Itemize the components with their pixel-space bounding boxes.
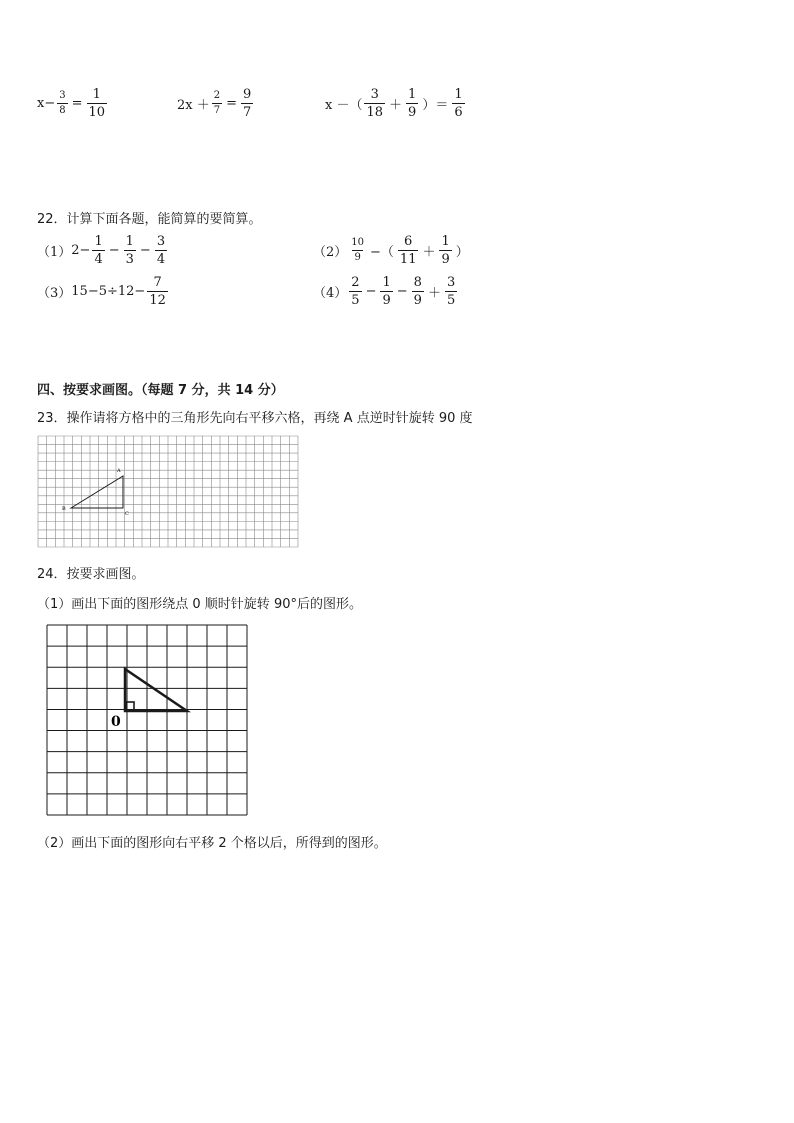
q23-grid-lines <box>38 436 298 547</box>
eq3-plus: ＋ <box>389 98 403 113</box>
q23-label-b: B <box>62 506 66 512</box>
q22-part-1 <box>37 235 169 266</box>
equation-3 <box>325 88 467 119</box>
q23-text: 23．操作请将方格中的三角形先向右平移六格，再绕 A 点逆时针旋转 90 度 <box>37 411 473 426</box>
eq1-equals: = <box>71 96 83 111</box>
q24-text: 24．按要求画图。 <box>37 567 145 582</box>
q24-part-2-text: （2）画出下面的图形向右平移 2 个格以后，所得到的图形。 <box>37 836 387 851</box>
section-4-heading: 四、按要求画图。（每题 7 分，共 14 分） <box>37 383 284 398</box>
eq3-close: ）＝ <box>422 98 449 113</box>
q24-grid-lines <box>47 625 247 815</box>
q22-p2-frac2: $\frac{6}{11}$ <box>399 234 417 267</box>
q22-p1-frac1: $\frac{1}{4}$ <box>94 234 103 267</box>
q24-label-0: 0 <box>111 714 121 730</box>
q22-p2-label: （2） <box>313 245 348 260</box>
q23-label-a: A <box>117 468 121 474</box>
q22-p2-plus: ＋ <box>422 245 436 260</box>
q22-p2-frac1: $\frac{10}{9}$ <box>351 237 365 263</box>
q22-p2-close: ） <box>455 245 469 260</box>
q22-p4-frac3: $\frac{8}{9}$ <box>413 275 422 308</box>
q22-p4-frac4: $\frac{3}{5}$ <box>446 275 456 308</box>
q22-p1-label: （1） <box>37 245 72 260</box>
q22-p3-frac1: $\frac{7}{12}$ <box>149 275 166 308</box>
q22-p2-mid: −（ <box>370 245 394 260</box>
q24-part-1-text: （1）画出下面的图形绕点 0 顺时针旋转 90°后的图形。 <box>37 597 362 612</box>
equation-1 <box>37 88 109 119</box>
eq1-frac2: $\frac{1}{10}$ <box>88 87 106 120</box>
q22-p1-frac3: $\frac{3}{4}$ <box>156 234 166 267</box>
q23-grid-figure[interactable] <box>37 435 299 548</box>
q22-p1-minus2: − <box>139 243 151 258</box>
q22-part-3 <box>37 276 170 307</box>
q22-p3-lead: 15−5÷12− <box>71 284 146 299</box>
q22-part-4 <box>313 276 459 307</box>
q22-p3-label: （3） <box>37 286 72 301</box>
q24-grid-figure[interactable] <box>44 622 250 818</box>
eq1-lead: x− <box>37 96 56 111</box>
q22-p1-lead: 2− <box>71 243 91 258</box>
eq2-equals: = <box>226 96 238 111</box>
q22-part-2 <box>313 235 471 266</box>
eq3-frac3: $\frac{1}{6}$ <box>454 87 463 120</box>
q22-p1-frac2: $\frac{1}{3}$ <box>125 234 134 267</box>
q22-p4-label: （4） <box>313 286 348 301</box>
eq3-frac2: $\frac{1}{9}$ <box>408 87 417 120</box>
eq2-frac2: $\frac{9}{7}$ <box>243 87 252 120</box>
eq2-frac1: $\frac{2}{7}$ <box>213 90 221 116</box>
q22-p4-plus: ＋ <box>427 286 441 301</box>
q22-title: 22．计算下面各题，能简算的要简算。 <box>37 212 262 227</box>
eq3-frac1: $\frac{3}{18}$ <box>366 87 384 120</box>
q23-triangle <box>71 476 123 508</box>
equation-2 <box>177 88 255 119</box>
q22-p1-minus1: − <box>108 243 120 258</box>
q23-label-c: C <box>125 511 129 517</box>
q22-p4-minus1: − <box>365 284 377 299</box>
eq1-frac1: $\frac{3}{8}$ <box>59 90 66 116</box>
eq2-lead: 2x ＋ <box>177 98 210 113</box>
q22-p4-minus2: − <box>396 284 408 299</box>
eq3-lead: x －（ <box>325 98 363 113</box>
q22-p4-frac2: $\frac{1}{9}$ <box>382 275 391 308</box>
q22-p2-frac3: $\frac{1}{9}$ <box>441 234 450 267</box>
q22-p4-frac1: $\frac{2}{5}$ <box>351 275 360 308</box>
